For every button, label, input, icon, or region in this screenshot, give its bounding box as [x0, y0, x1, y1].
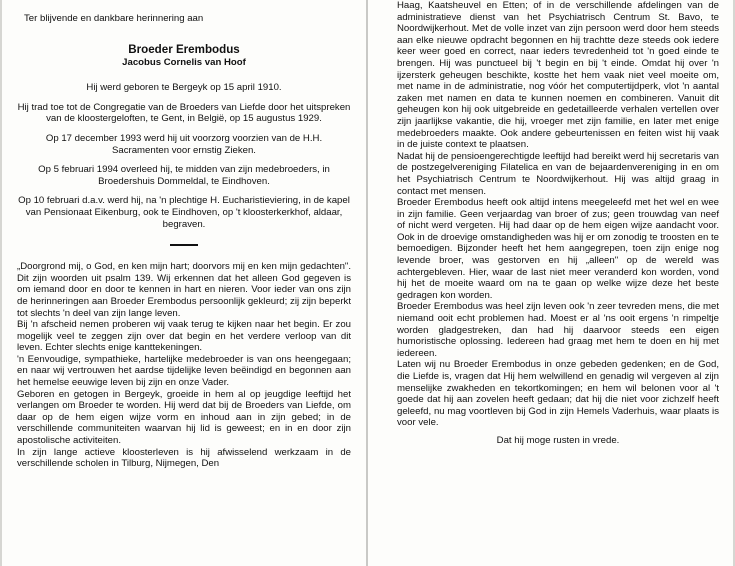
card-fold-line	[366, 0, 368, 566]
text-paragraph: Geboren en getogen in Bergeyk, groeide in hem al op jeugdige leeftijd het verlangen om Broeder te worden. Hij werd dat bij de Broeders van Liefde, om daar op de hem eigen wijze vorm en inhoud aan in zijn gebed; in de verschillende communiteiten waarvan hij lid is geweest; en in en door zijn apostolische activiteiten.	[17, 388, 351, 447]
intro-line: Ter blijvende en dankbare herinnering aan	[24, 13, 204, 24]
deceased-fullname: Jacobus Cornelis van Hoof	[122, 56, 246, 68]
text-paragraph: 'n Eenvoudige, sympathieke, hartelijke medebroeder is van ons heengegaan; en naar wij vertrouwen het aardse tijdelijke leven beëindigd en begonnen aan het hemelse eeuwige leven bij zijn en onze Vader.	[17, 353, 351, 389]
right-page	[397, 0, 719, 566]
text-paragraph: In zijn lange actieve kloosterleven is hij afwisselend werkzaam in de verschillende scholen in Tilburg, Nijmegen, Den	[17, 446, 351, 470]
left-page	[17, 0, 351, 566]
text-paragraph: Haag, Kaatsheuvel en Etten; of in de verschillende afdelingen van de administratieve dienst van het Psychiatrisch Centrum St. Bavo, te Noordwijkerhout. Met de volle inzet van zijn persoon werd door hem steeds aan elke nieuwe opdracht begonnen en hij trachtte deze steeds ook iedere keer weer goed en correct, naar ieders tevredenheid tot 'n goed einde te brengen. Hij was punctueel bij 't begin en bij 't einde. Omdat hij over 'n ijzersterk geheugen beschikte, kostte het hem vaak niet veel moeite om, met name in de administratie, nog vóór het computertijdperk, vlot 'n aantal zaken met namen en data te kunnen noemen en combineren. Vanuit dit geheugen kon hij ook uitgebreide en gedetailleerde verhalen vertellen over zijn jaarlijkse vakantie, die hij, vroeger met zijn familie, en later met enige medebroeders maakte. Ook andere gebeurtenissen en feiten wist hij vaak in de juiste context te plaatsen.	[397, 0, 719, 151]
death-paragraph: Op 5 februari 1994 overleed hij, te midden van zijn medebroeders, in Broedershuis Dommeldal, te Eindhoven.	[38, 164, 330, 187]
text-paragraph: Laten wij nu Broeder Erembodus in onze gebeden gedenken; en de God, die Liefde is, vragen dat Hij hem welwillend en genadig wil vergeven al zijn menselijke zwakheden en tekortkomingen; en hem wil belonen voor al 't goede dat hij aan zovelen heeft gedaan; dat hij die niet voor zichzelf heeft geleefd, nu mag voortleven bij God in zijn Hemels Vaderhuis, waar plaats is voor vele.	[397, 359, 719, 429]
congregation-paragraph: Hij trad toe tot de Congregatie van de Broeders van Liefde door het uitspreken van de kloostergeloften, te Gent, in België, op 15 augustus 1929.	[17, 101, 351, 125]
text-paragraph: „Doorgrond mij, o God, en ken mijn hart; doorvors mij en ken mijn gedachten". Dit zijn woorden uit psalm 139. Wij erkennen dat het alleen God gegeven is om iemand door en door te kennen in hart en nieren. Voor ieder van ons zijn de herinneringen aan Broeder Erembodus persoonlijk gekleurd; zij zijn beperkt tot slechts 'n deel van zijn lange leven.	[17, 261, 351, 319]
section-divider	[170, 244, 198, 246]
text-paragraph: Bij 'n afscheid nemen proberen wij vaak terug te kijken naar het begin. Er zou mogelijk veel te zeggen zijn over dat begin en het verdere verloop van dit leven. Echter slechts enige kanttekeningen.	[17, 319, 351, 354]
card-left-edge	[0, 0, 2, 566]
burial-paragraph: Op 10 februari d.a.v. werd hij, na 'n plechtige H. Eucharistieviering, in de kapel van Pensionaat Eikenburg, ook te Eindhoven, op 't kloosterkerkhof, aldaar, begraven.	[18, 195, 350, 230]
text-paragraph: Broeder Erembodus was heel zijn leven ook 'n zeer tevreden mens, die met niemand ooit echt problemen had. Moest er al 'ns ooit ergens 'n rimpeltje worden gladgestreken, dan had hij daarvoor steeds een eigen humoristische oplossing. Iedereen had graag met hem te doen en hij met iedereen.	[397, 301, 719, 359]
text-paragraph: Broeder Erembodus heeft ook altijd intens meegeleefd met het wel en wee in zijn familie. Geen verjaardag van broer of zus; geen trouwdag van neef of nicht werd vergeten. Hij had daar op de hem eigen wijze aandacht voor. Ook in de droevige omstandigheden was hij er om zonodig te troosten en te bemoedigen. Bijzonder heeft het hem aangegrepen, toen zijn enige nog levende broer, was gestorven en hij „alleen" op de wereld was achtergebleven. Hier, waar de last niet meer veranderd kon worden, vond hij het de moeite waard om na te gaan op welke wijze deze het beste gedragen kon worden.	[397, 197, 719, 301]
text-paragraph: Nadat hij de pensioengerechtigde leeftijd had bereikt werd hij secretaris van de postzegelvereniging Filatelica en van de bejaardenvereniging in en om het Psychiatrisch Centrum te Noordwijkerhout. Hij was altijd graag in contact met mensen.	[397, 150, 719, 197]
deceased-name: Broeder Erembodus	[128, 42, 240, 56]
sacraments-paragraph: Op 17 december 1993 werd hij uit voorzorg voorzien van de H.H. Sacramenten voor ernstig Zieken.	[45, 132, 323, 156]
birth-line: Hij werd geboren te Bergeyk op 15 april 1910.	[86, 82, 282, 94]
closing-line: Dat hij moge rusten in vrede.	[496, 434, 620, 446]
